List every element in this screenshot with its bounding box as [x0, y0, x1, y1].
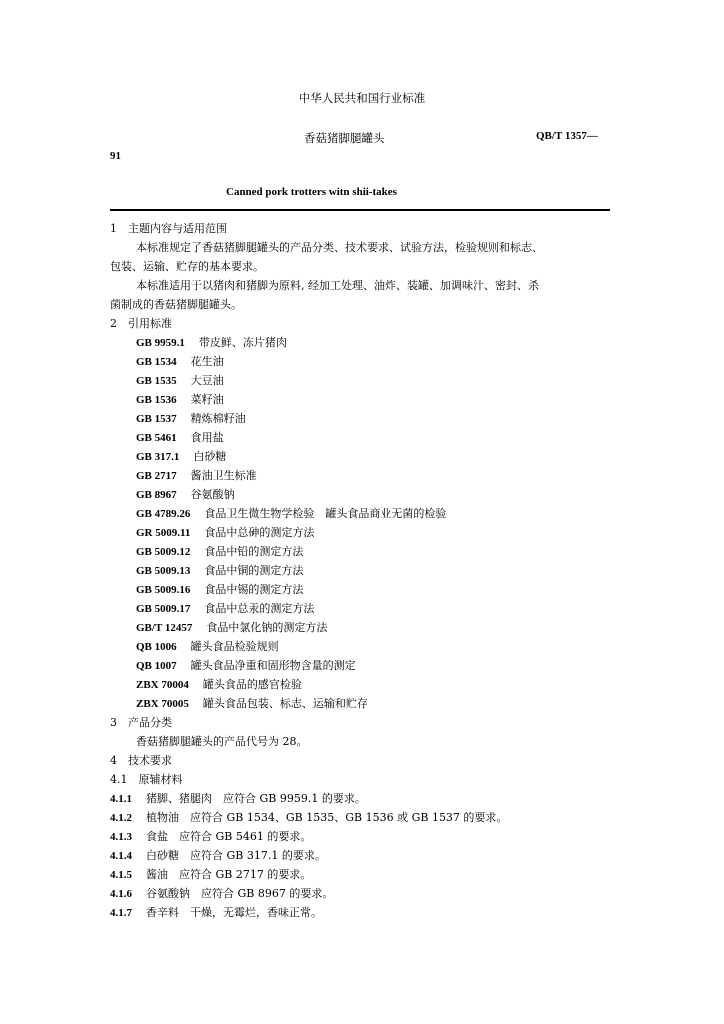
reference-name: 罐头食品包装、标志、运输和贮存 — [202, 697, 368, 710]
material-item — [110, 792, 366, 806]
reference-code: GR 5009.11 — [136, 527, 191, 539]
reference-code: GB 5009.12 — [136, 546, 191, 558]
reference-name: 精炼棉籽油 — [190, 412, 246, 425]
reference-item — [136, 659, 356, 673]
reference-item — [136, 374, 224, 388]
reference-item — [136, 412, 246, 426]
section-2-title: 2 引用标准 — [110, 317, 172, 330]
reference-item — [136, 697, 368, 711]
reference-item — [136, 621, 327, 635]
english-title: Canned pork trotters witn shii-takes — [226, 186, 397, 198]
reference-code: ZBX 70005 — [136, 698, 189, 710]
reference-item — [136, 640, 279, 654]
section-1-para-2a: 本标准适用于以猪肉和猪脚为原料, 经加工处理、油炸、装罐、加调味汁、密封、杀 — [136, 279, 539, 292]
reference-code: ZBX 70004 — [136, 679, 189, 691]
item-text: 香辛料 干燥，无霉烂，香味正常。 — [146, 906, 322, 919]
standard-code: QB/T 1357— — [536, 130, 598, 142]
section-1-para-2b: 菌制成的香菇猪脚腿罐头。 — [110, 298, 242, 311]
item-text: 白砂糖 应符合 GB 317.1 的要求。 — [146, 849, 326, 862]
reference-code: GB 1534 — [136, 356, 177, 368]
reference-name: 食品中铅的测定方法 — [204, 545, 304, 558]
section-1-para-1b: 包装、运输、贮存的基本要求。 — [110, 260, 264, 273]
reference-code: GB 1535 — [136, 375, 177, 387]
reference-code: GB 5009.13 — [136, 565, 191, 577]
item-number: 4.1.4 — [110, 850, 132, 862]
reference-name: 菜籽油 — [190, 393, 224, 406]
reference-item — [136, 393, 224, 407]
reference-item — [136, 678, 302, 692]
header-divider — [110, 209, 610, 211]
reference-name: 罐头食品的感官检验 — [202, 678, 302, 691]
material-item — [110, 830, 311, 844]
section-1-title: 1 主题内容与适用范围 — [110, 222, 227, 235]
reference-code: GB/T 12457 — [136, 622, 193, 634]
section-1-para-1a: 本标准规定了香菇猪脚腿罐头的产品分类、技术要求、试验方法，检验规则和标志、 — [136, 241, 543, 254]
item-number: 4.1.7 — [110, 907, 132, 919]
reference-code: GB 8967 — [136, 489, 177, 501]
reference-item — [136, 450, 226, 464]
reference-name: 酱油卫生标准 — [190, 469, 257, 482]
item-number: 4.1.5 — [110, 869, 132, 881]
reference-item — [136, 355, 224, 369]
reference-item — [136, 526, 314, 540]
reference-name: 食品中锡的测定方法 — [204, 583, 304, 596]
reference-code: QB 1007 — [136, 660, 177, 672]
material-item — [110, 811, 507, 825]
reference-item — [136, 602, 314, 616]
item-number: 4.1.6 — [110, 888, 132, 900]
reference-name: 罐头食品检验规则 — [190, 640, 279, 653]
section-3-title: 3 产品分类 — [110, 716, 172, 729]
section-4-1-title: 4.1 原辅材料 — [110, 773, 183, 786]
material-item — [110, 849, 326, 863]
reference-code: GB 317.1 — [136, 451, 180, 463]
reference-name: 食用盐 — [190, 431, 224, 444]
section-4-title: 4 技术要求 — [110, 754, 172, 767]
reference-code: GB 5009.17 — [136, 603, 191, 615]
reference-name: 花生油 — [190, 355, 224, 368]
reference-name: 食品卫生微生物学检验 罐头食品商业无菌的检验 — [204, 507, 447, 520]
item-text: 谷氨酸钠 应符合 GB 8967 的要求。 — [146, 887, 334, 900]
material-item — [110, 906, 322, 920]
reference-item — [136, 431, 224, 445]
reference-name: 食品中铜的测定方法 — [204, 564, 304, 577]
standard-year: 91 — [110, 150, 121, 162]
standard-name: 香菇猪脚腿罐头 — [304, 131, 385, 145]
item-text: 猪脚、猪腿肉 应符合 GB 9959.1 的要求。 — [146, 792, 366, 805]
reference-name: 谷氨酸钠 — [190, 488, 235, 501]
section-3-para: 香菇猪脚腿罐头的产品代号为 28。 — [136, 735, 308, 748]
reference-name: 食品中总汞的测定方法 — [204, 602, 315, 615]
reference-item — [136, 583, 303, 597]
item-number: 4.1.3 — [110, 831, 132, 843]
reference-name: 带皮鲜、冻片猪肉 — [198, 336, 287, 349]
reference-code: GB 1537 — [136, 413, 177, 425]
reference-code: GB 1536 — [136, 394, 177, 406]
reference-name: 食品中氯化钠的测定方法 — [206, 621, 328, 634]
reference-item — [136, 564, 303, 578]
item-number: 4.1.1 — [110, 793, 132, 805]
reference-code: QB 1006 — [136, 641, 177, 653]
material-item — [110, 868, 311, 882]
reference-name: 白砂糖 — [193, 450, 227, 463]
reference-name: 食品中总砷的测定方法 — [204, 526, 315, 539]
item-text: 植物油 应符合 GB 1534、GB 1535、GB 1536 或 GB 1537 的要求。 — [146, 811, 508, 824]
reference-code: GB 2717 — [136, 470, 177, 482]
reference-name: 大豆油 — [190, 374, 224, 387]
reference-item — [136, 336, 287, 350]
reference-item — [136, 545, 303, 559]
reference-name: 罐头食品净重和固形物含量的测定 — [190, 659, 356, 672]
item-number: 4.1.2 — [110, 812, 132, 824]
item-text: 食盐 应符合 GB 5461 的要求。 — [146, 830, 312, 843]
reference-code: GB 5009.16 — [136, 584, 191, 596]
reference-code: GB 4789.26 — [136, 508, 191, 520]
item-text: 酱油 应符合 GB 2717 的要求。 — [146, 868, 312, 881]
reference-item — [136, 488, 235, 502]
material-item — [110, 887, 333, 901]
reference-item — [136, 507, 446, 521]
reference-code: GB 9959.1 — [136, 337, 185, 349]
reference-code: GB 5461 — [136, 432, 177, 444]
reference-item — [136, 469, 257, 483]
header-top-title: 中华人民共和国行业标准 — [298, 91, 426, 105]
